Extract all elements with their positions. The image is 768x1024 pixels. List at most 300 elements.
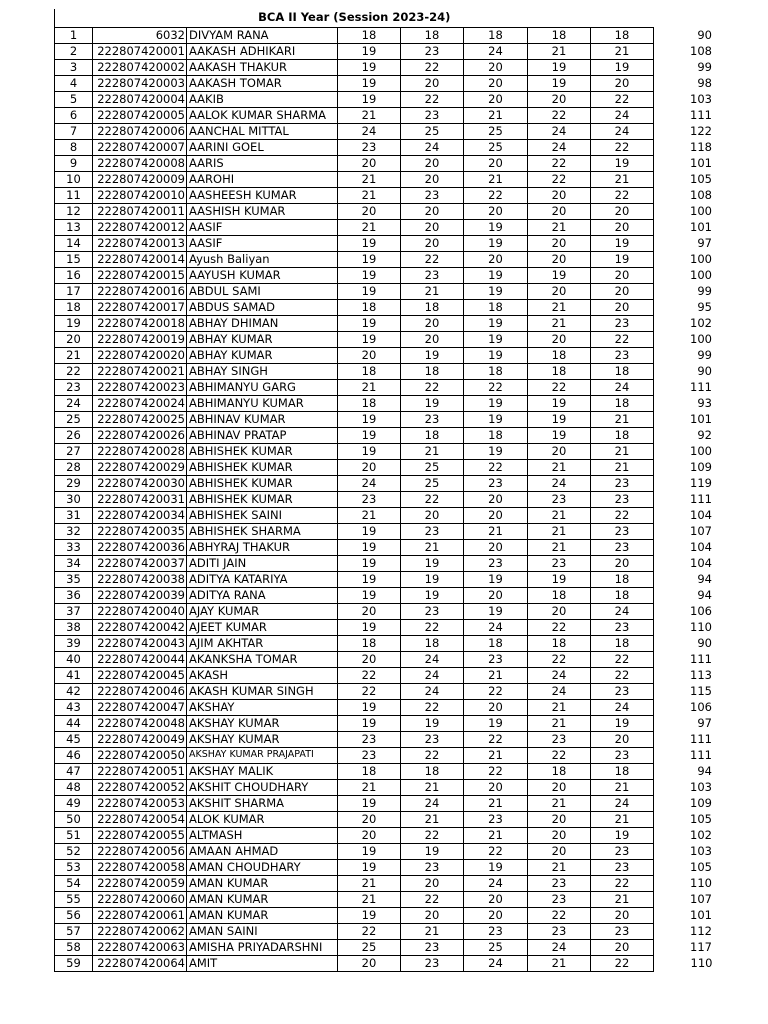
- total-marks: 105: [690, 859, 712, 874]
- table-row: [55, 203, 713, 219]
- student-name: AJEET KUMAR: [187, 619, 338, 635]
- mark-1: 21: [338, 187, 401, 203]
- mark-2: 23: [401, 939, 464, 955]
- mark-1: 23: [338, 139, 401, 155]
- mark-1: 20: [338, 347, 401, 363]
- roll-number: 222807420036: [93, 539, 187, 555]
- student-name: AARIS: [187, 155, 338, 171]
- table-row: [55, 379, 713, 395]
- mark-3: 19: [464, 395, 528, 411]
- roll-number: 222807420011: [93, 203, 187, 219]
- mark-1: 21: [338, 507, 401, 523]
- mark-2: 19: [401, 395, 464, 411]
- total-marks: 109: [690, 795, 712, 810]
- mark-3: 22: [464, 763, 528, 779]
- mark-4: 20: [528, 443, 591, 459]
- mark-4: 20: [528, 603, 591, 619]
- mark-4: 23: [528, 555, 591, 571]
- total-marks: 109: [690, 459, 712, 474]
- roll-number: 222807420061: [93, 907, 187, 923]
- table-row: [55, 731, 713, 747]
- roll-number: 222807420014: [93, 251, 187, 267]
- mark-4: 18: [528, 363, 591, 379]
- mark-2: 21: [401, 539, 464, 555]
- student-name: AAKIB: [187, 91, 338, 107]
- roll-number: 222807420001: [93, 43, 187, 59]
- mark-4: 20: [528, 187, 591, 203]
- mark-2: 18: [401, 363, 464, 379]
- total-marks: 111: [690, 747, 712, 762]
- serial-number: 58: [55, 939, 93, 955]
- serial-number: 35: [55, 571, 93, 587]
- mark-5: 21: [591, 779, 654, 795]
- roll-number: 222807420062: [93, 923, 187, 939]
- total-marks: 99: [697, 283, 712, 298]
- mark-2: 20: [401, 507, 464, 523]
- mark-2: 22: [401, 699, 464, 715]
- mark-2: 22: [401, 827, 464, 843]
- student-name: ADITYA RANA: [187, 587, 338, 603]
- student-name: ABHAY KUMAR: [187, 331, 338, 347]
- mark-4: 21: [528, 539, 591, 555]
- mark-1: 21: [338, 107, 401, 123]
- mark-5: 20: [591, 75, 654, 91]
- serial-number: 50: [55, 811, 93, 827]
- student-name: AMAN KUMAR: [187, 907, 338, 923]
- mark-4: 21: [528, 699, 591, 715]
- mark-1: 23: [338, 731, 401, 747]
- mark-5: 23: [591, 315, 654, 331]
- mark-1: 19: [338, 715, 401, 731]
- mark-3: 20: [464, 155, 528, 171]
- mark-2: 25: [401, 459, 464, 475]
- mark-2: 20: [401, 331, 464, 347]
- mark-2: 23: [401, 411, 464, 427]
- mark-1: 21: [338, 219, 401, 235]
- serial-number: 14: [55, 235, 93, 251]
- serial-number: 30: [55, 491, 93, 507]
- total-marks: 90: [697, 363, 712, 378]
- mark-2: 22: [401, 619, 464, 635]
- mark-5: 22: [591, 507, 654, 523]
- mark-2: 20: [401, 219, 464, 235]
- serial-number: 21: [55, 347, 93, 363]
- mark-4: 20: [528, 251, 591, 267]
- mark-4: 21: [528, 315, 591, 331]
- mark-3: 19: [464, 267, 528, 283]
- mark-4: 20: [528, 779, 591, 795]
- serial-number: 19: [55, 315, 93, 331]
- mark-5: 23: [591, 475, 654, 491]
- total-marks: 111: [690, 491, 712, 506]
- mark-4: 23: [528, 891, 591, 907]
- serial-number: 23: [55, 379, 93, 395]
- serial-number: 4: [55, 75, 93, 91]
- mark-5: 20: [591, 283, 654, 299]
- total-marks: 104: [690, 555, 712, 570]
- mark-4: 20: [528, 283, 591, 299]
- mark-3: 19: [464, 315, 528, 331]
- serial-number: 42: [55, 683, 93, 699]
- mark-4: 19: [528, 427, 591, 443]
- mark-5: 22: [591, 139, 654, 155]
- student-name: ABHIMANYU GARG: [187, 379, 338, 395]
- mark-1: 20: [338, 827, 401, 843]
- total-marks: 119: [690, 475, 712, 490]
- mark-4: 19: [528, 75, 591, 91]
- table-row: [55, 59, 713, 75]
- mark-2: 18: [401, 763, 464, 779]
- mark-3: 19: [464, 347, 528, 363]
- total-marks: 110: [690, 619, 712, 634]
- total-marks: 117: [690, 939, 712, 954]
- serial-number: 40: [55, 651, 93, 667]
- mark-3: 22: [464, 379, 528, 395]
- mark-3: 18: [464, 299, 528, 315]
- mark-3: 19: [464, 603, 528, 619]
- mark-4: 22: [528, 155, 591, 171]
- serial-number: 38: [55, 619, 93, 635]
- roll-number: 222807420030: [93, 475, 187, 491]
- table-row: [55, 699, 713, 715]
- mark-2: 25: [401, 475, 464, 491]
- total-marks: 90: [697, 27, 712, 42]
- roll-number: 222807420053: [93, 795, 187, 811]
- mark-1: 22: [338, 667, 401, 683]
- table-row: [55, 523, 713, 539]
- table-row: [55, 219, 713, 235]
- student-name: ABHISHEK KUMAR: [187, 459, 338, 475]
- mark-2: 19: [401, 347, 464, 363]
- roll-number: 222807420034: [93, 507, 187, 523]
- roll-number: 222807420020: [93, 347, 187, 363]
- table-row: [55, 459, 713, 475]
- roll-number: 222807420052: [93, 779, 187, 795]
- mark-3: 22: [464, 843, 528, 859]
- mark-3: 24: [464, 43, 528, 59]
- student-name: ALTMASH: [187, 827, 338, 843]
- total-marks: 110: [690, 875, 712, 890]
- mark-4: 18: [528, 587, 591, 603]
- roll-number: 222807420024: [93, 395, 187, 411]
- serial-number: 5: [55, 91, 93, 107]
- mark-3: 19: [464, 219, 528, 235]
- table-row: [55, 939, 713, 955]
- table-row: [55, 315, 713, 331]
- roll-number: 222807420043: [93, 635, 187, 651]
- table-row: [55, 907, 713, 923]
- mark-5: 23: [591, 683, 654, 699]
- mark-2: 23: [401, 107, 464, 123]
- mark-5: 19: [591, 251, 654, 267]
- table-row: [55, 539, 713, 555]
- mark-4: 21: [528, 859, 591, 875]
- student-name: AAKASH THAKUR: [187, 59, 338, 75]
- roll-number: 222807420007: [93, 139, 187, 155]
- mark-2: 20: [401, 907, 464, 923]
- total-marks: 101: [690, 907, 712, 922]
- mark-4: 23: [528, 923, 591, 939]
- mark-2: 19: [401, 843, 464, 859]
- total-marks: 102: [690, 315, 712, 330]
- roll-number: 222807420035: [93, 523, 187, 539]
- mark-2: 24: [401, 683, 464, 699]
- roll-number: 222807420046: [93, 683, 187, 699]
- mark-4: 21: [528, 955, 591, 971]
- mark-2: 19: [401, 715, 464, 731]
- table-row: [55, 475, 713, 491]
- mark-5: 24: [591, 603, 654, 619]
- total-marks: 111: [690, 107, 712, 122]
- total-marks: 104: [690, 539, 712, 554]
- table-row: [55, 427, 713, 443]
- mark-5: 23: [591, 619, 654, 635]
- student-name: AMAN KUMAR: [187, 875, 338, 891]
- mark-1: 19: [338, 699, 401, 715]
- roll-number: 222807420054: [93, 811, 187, 827]
- mark-3: 25: [464, 939, 528, 955]
- mark-3: 20: [464, 203, 528, 219]
- student-name: AALOK KUMAR SHARMA: [187, 107, 338, 123]
- student-name: AJAY KUMAR: [187, 603, 338, 619]
- mark-5: 22: [591, 91, 654, 107]
- roll-number: 222807420006: [93, 123, 187, 139]
- student-name: AAKASH TOMAR: [187, 75, 338, 91]
- student-name: ABHISHEK KUMAR: [187, 475, 338, 491]
- total-marks: 94: [697, 587, 712, 602]
- table-row: [55, 683, 713, 699]
- mark-5: 24: [591, 107, 654, 123]
- mark-2: 18: [401, 27, 464, 43]
- table-row: [55, 395, 713, 411]
- roll-number: 222807420002: [93, 59, 187, 75]
- mark-5: 18: [591, 395, 654, 411]
- mark-3: 20: [464, 539, 528, 555]
- serial-number: 7: [55, 123, 93, 139]
- mark-5: 22: [591, 667, 654, 683]
- mark-1: 19: [338, 427, 401, 443]
- table-row: [55, 635, 713, 651]
- mark-4: 21: [528, 219, 591, 235]
- roll-number: 222807420026: [93, 427, 187, 443]
- mark-1: 19: [338, 43, 401, 59]
- mark-4: 18: [528, 763, 591, 779]
- sheet-title: BCA II Year (Session 2023-24): [55, 9, 654, 27]
- mark-4: 20: [528, 91, 591, 107]
- total-marks: 112: [690, 923, 712, 938]
- mark-3: 22: [464, 683, 528, 699]
- mark-1: 23: [338, 491, 401, 507]
- mark-3: 20: [464, 699, 528, 715]
- serial-number: 27: [55, 443, 93, 459]
- total-marks: 110: [690, 955, 713, 970]
- student-name: ABHAY SINGH: [187, 363, 338, 379]
- mark-2: 25: [401, 123, 464, 139]
- mark-3: 21: [464, 747, 528, 763]
- mark-3: 20: [464, 251, 528, 267]
- mark-4: 19: [528, 59, 591, 75]
- mark-4: 18: [528, 635, 591, 651]
- mark-4: 21: [528, 507, 591, 523]
- mark-3: 19: [464, 411, 528, 427]
- mark-5: 22: [591, 955, 654, 971]
- serial-number: 46: [55, 747, 93, 763]
- mark-3: 22: [464, 187, 528, 203]
- mark-2: 19: [401, 587, 464, 603]
- mark-3: 21: [464, 667, 528, 683]
- table-row: [55, 43, 713, 59]
- mark-5: 23: [591, 523, 654, 539]
- mark-5: 24: [591, 379, 654, 395]
- total-marks: 100: [690, 203, 712, 218]
- serial-number: 57: [55, 923, 93, 939]
- mark-4: 22: [528, 747, 591, 763]
- table-row: [55, 491, 713, 507]
- table-row: [55, 27, 713, 43]
- table-row: [55, 155, 713, 171]
- student-name: ABDUS SAMAD: [187, 299, 338, 315]
- student-name: AKSHIT SHARMA: [187, 795, 338, 811]
- table-row: [55, 171, 713, 187]
- serial-number: 24: [55, 395, 93, 411]
- mark-3: 20: [464, 75, 528, 91]
- student-name: AJIM AKHTAR: [187, 635, 338, 651]
- student-name: ABHIMANYU KUMAR: [187, 395, 338, 411]
- mark-5: 21: [591, 891, 654, 907]
- mark-5: 23: [591, 859, 654, 875]
- student-name: ADITI JAIN: [187, 555, 338, 571]
- mark-1: 21: [338, 171, 401, 187]
- roll-number: 222807420038: [93, 571, 187, 587]
- mark-1: 24: [338, 475, 401, 491]
- total-marks: 99: [697, 59, 712, 74]
- mark-5: 21: [591, 411, 654, 427]
- serial-number: 41: [55, 667, 93, 683]
- mark-2: 20: [401, 315, 464, 331]
- roll-number: 222807420029: [93, 459, 187, 475]
- table-row: [55, 603, 713, 619]
- student-name: ABHAY DHIMAN: [187, 315, 338, 331]
- mark-3: 20: [464, 59, 528, 75]
- student-name: AKASH: [187, 667, 338, 683]
- total-marks: 113: [690, 667, 712, 682]
- serial-number: 32: [55, 523, 93, 539]
- mark-3: 19: [464, 235, 528, 251]
- total-marks: 111: [690, 731, 712, 746]
- mark-5: 18: [591, 587, 654, 603]
- mark-4: 24: [528, 939, 591, 955]
- mark-1: 19: [338, 843, 401, 859]
- mark-5: 18: [591, 27, 654, 43]
- serial-number: 15: [55, 251, 93, 267]
- serial-number: 8: [55, 139, 93, 155]
- student-name: AAYUSH KUMAR: [187, 267, 338, 283]
- total-marks: 105: [690, 811, 712, 826]
- mark-4: 21: [528, 523, 591, 539]
- total-marks: 111: [690, 379, 712, 394]
- mark-2: 24: [401, 139, 464, 155]
- mark-5: 22: [591, 187, 654, 203]
- mark-2: 21: [401, 811, 464, 827]
- mark-5: 18: [591, 571, 654, 587]
- mark-2: 18: [401, 635, 464, 651]
- mark-4: 20: [528, 203, 591, 219]
- mark-4: 23: [528, 875, 591, 891]
- serial-number: 45: [55, 731, 93, 747]
- table-row: [55, 651, 713, 667]
- roll-number: 222807420005: [93, 107, 187, 123]
- mark-5: 22: [591, 651, 654, 667]
- mark-5: 23: [591, 923, 654, 939]
- mark-4: 20: [528, 331, 591, 347]
- roll-number: 222807420019: [93, 331, 187, 347]
- mark-3: 23: [464, 555, 528, 571]
- mark-2: 23: [401, 731, 464, 747]
- mark-5: 23: [591, 491, 654, 507]
- mark-5: 18: [591, 363, 654, 379]
- mark-5: 22: [591, 875, 654, 891]
- mark-3: 20: [464, 891, 528, 907]
- mark-1: 19: [338, 443, 401, 459]
- mark-1: 20: [338, 203, 401, 219]
- serial-number: 47: [55, 763, 93, 779]
- roll-number: 222807420010: [93, 187, 187, 203]
- total-marks: 108: [690, 187, 712, 202]
- mark-1: 21: [338, 875, 401, 891]
- serial-number: 48: [55, 779, 93, 795]
- mark-4: 24: [528, 475, 591, 491]
- mark-2: 20: [401, 75, 464, 91]
- student-name: DIVYAM RANA: [187, 27, 338, 43]
- mark-4: 24: [528, 139, 591, 155]
- mark-1: 19: [338, 75, 401, 91]
- student-name: ABHINAV PRATAP: [187, 427, 338, 443]
- total-marks: 101: [690, 155, 712, 170]
- mark-1: 19: [338, 331, 401, 347]
- table-row: [55, 779, 713, 795]
- total-marks: 100: [690, 331, 712, 346]
- mark-3: 19: [464, 443, 528, 459]
- student-name: AAKASH ADHIKARI: [187, 43, 338, 59]
- roll-number: 222807420047: [93, 699, 187, 715]
- mark-2: 22: [401, 59, 464, 75]
- mark-1: 22: [338, 683, 401, 699]
- mark-4: 22: [528, 619, 591, 635]
- table-row: [55, 587, 713, 603]
- student-name: AMAN CHOUDHARY: [187, 859, 338, 875]
- total-marks: 102: [690, 827, 712, 842]
- roll-number: 222807420063: [93, 939, 187, 955]
- roll-number: 222807420004: [93, 91, 187, 107]
- roll-number: 222807420045: [93, 667, 187, 683]
- mark-2: 23: [401, 187, 464, 203]
- mark-1: 20: [338, 955, 401, 971]
- mark-4: 24: [528, 667, 591, 683]
- mark-5: 21: [591, 171, 654, 187]
- total-marks: 92: [697, 427, 712, 442]
- mark-3: 18: [464, 363, 528, 379]
- table-row: [55, 619, 713, 635]
- total-marks: 103: [690, 843, 712, 858]
- serial-number: 31: [55, 507, 93, 523]
- student-name: AANCHAL MITTAL: [187, 123, 338, 139]
- mark-2: 21: [401, 923, 464, 939]
- mark-5: 19: [591, 715, 654, 731]
- roll-number: 222807420049: [93, 731, 187, 747]
- student-name: ALOK KUMAR: [187, 811, 338, 827]
- mark-3: 24: [464, 875, 528, 891]
- table-row: [55, 795, 713, 811]
